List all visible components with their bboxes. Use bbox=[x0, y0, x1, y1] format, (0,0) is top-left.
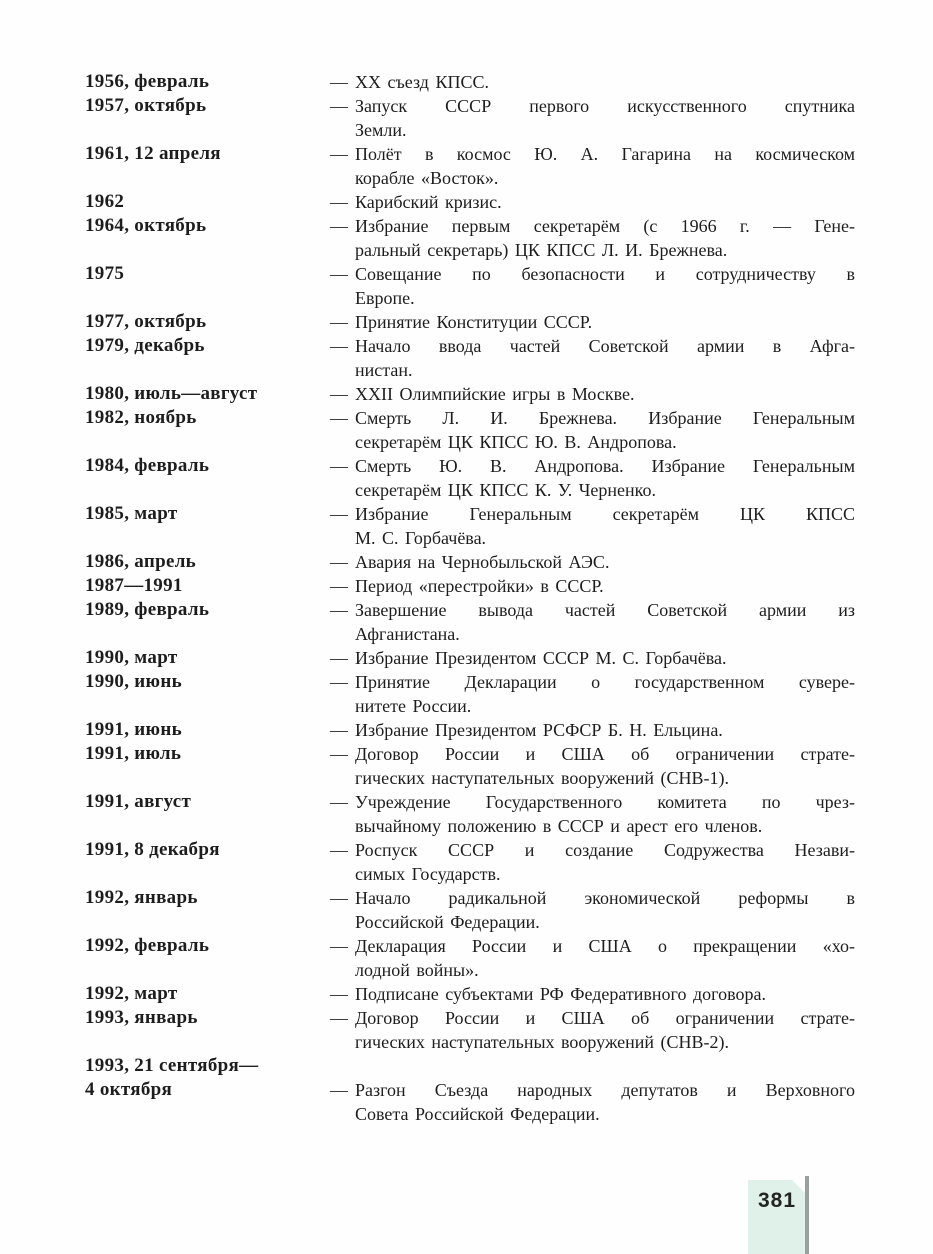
entry-date: 1990, март bbox=[85, 647, 178, 668]
entry-date: 1962 bbox=[85, 191, 125, 212]
em-dash-separator: — bbox=[330, 576, 348, 596]
event-line: Избрание Президентом РСФСР Б. Н. Ельцина. bbox=[355, 720, 723, 740]
em-dash-separator: — bbox=[330, 408, 348, 428]
entry-event bbox=[355, 574, 855, 598]
chronology-row bbox=[85, 646, 857, 670]
event-line: XX съезд КПСС. bbox=[355, 72, 489, 92]
em-dash-separator: — bbox=[330, 456, 348, 476]
event-line: секретарём ЦК КПСС К. У. Черненко. bbox=[355, 480, 656, 500]
event-line: Смерть Л. И. Брежнева. Избрание Генеральным bbox=[355, 408, 855, 428]
page-tab-corner bbox=[792, 1180, 806, 1194]
entry-event bbox=[355, 838, 855, 886]
entry-date: 1956, февраль bbox=[85, 71, 210, 92]
chronology-row bbox=[85, 94, 857, 142]
event-line: Завершение вывода частей Советской армии из bbox=[355, 600, 855, 620]
event-line: Принятие Конституции СССР. bbox=[355, 312, 593, 332]
entry-event bbox=[355, 1006, 855, 1054]
em-dash-separator: — bbox=[330, 144, 348, 164]
chronology-row bbox=[85, 190, 857, 214]
event-line: корабле «Восток». bbox=[355, 168, 499, 188]
entry-event bbox=[355, 214, 855, 262]
em-dash-separator: — bbox=[330, 264, 348, 284]
entry-date: 1975 bbox=[85, 263, 125, 284]
event-line: Подписане субъектами РФ Федеративного договора. bbox=[355, 984, 766, 1004]
entry-event bbox=[355, 310, 855, 334]
entry-date: 1984, февраль bbox=[85, 455, 210, 476]
event-line: Смерть Ю. В. Андропова. Избрание Генеральным bbox=[355, 456, 855, 476]
page-edge-line bbox=[805, 1176, 809, 1254]
event-line: Договор России и США об ограничении страте- bbox=[355, 1008, 855, 1028]
event-line: нистан. bbox=[355, 360, 413, 380]
entry-date: 1991, август bbox=[85, 791, 192, 812]
entry-date: 1993, январь bbox=[85, 1007, 198, 1028]
chronology-row bbox=[85, 550, 857, 574]
chronology-row bbox=[85, 142, 857, 190]
em-dash-separator: — bbox=[330, 840, 348, 860]
chronology-row bbox=[85, 1078, 857, 1126]
event-line: Земли. bbox=[355, 120, 407, 140]
chronology-row bbox=[85, 742, 857, 790]
chronology-row bbox=[85, 982, 857, 1006]
chronology-row bbox=[85, 598, 857, 646]
chronology-row bbox=[85, 934, 857, 982]
event-line: Период «перестройки» в СССР. bbox=[355, 576, 604, 596]
entry-event bbox=[355, 670, 855, 718]
event-line: лодной войны». bbox=[355, 960, 479, 980]
event-line: вычайному положению в СССР и арест его членов. bbox=[355, 816, 763, 836]
entry-date: 1992, март bbox=[85, 983, 178, 1004]
entry-date: 1991, июль bbox=[85, 743, 182, 764]
em-dash-separator: — bbox=[330, 192, 348, 212]
em-dash-separator: — bbox=[330, 984, 348, 1004]
event-line: Принятие Декларации о государственном сувере- bbox=[355, 672, 855, 692]
event-line: Учреждение Государственного комитета по чрез- bbox=[355, 792, 855, 812]
entry-date: 4 октября bbox=[85, 1079, 173, 1100]
event-line: Избрание Президентом СССР М. С. Горбачёва. bbox=[355, 648, 727, 668]
em-dash-separator: — bbox=[330, 552, 348, 572]
entry-event bbox=[355, 1078, 855, 1126]
entry-event bbox=[355, 550, 855, 574]
em-dash-separator: — bbox=[330, 72, 348, 92]
chronology-row bbox=[85, 574, 857, 598]
event-line: Российской Федерации. bbox=[355, 912, 540, 932]
event-line: ральный секретарь) ЦК КПСС Л. И. Брежнева. bbox=[355, 240, 728, 260]
entry-date: 1989, февраль bbox=[85, 599, 210, 620]
em-dash-separator: — bbox=[330, 600, 348, 620]
entry-date: 1979, декабрь bbox=[85, 335, 205, 356]
entry-date: 1980, июль—август bbox=[85, 383, 258, 404]
entry-date: 1987—1991 bbox=[85, 575, 183, 596]
entry-event bbox=[355, 382, 855, 406]
entry-event bbox=[355, 646, 855, 670]
entry-date: 1977, октябрь bbox=[85, 311, 207, 332]
em-dash-separator: — bbox=[330, 648, 348, 668]
em-dash-separator: — bbox=[330, 936, 348, 956]
em-dash-separator: — bbox=[330, 1080, 348, 1100]
event-line: Совета Российской Федерации. bbox=[355, 1104, 600, 1124]
entry-event bbox=[355, 790, 855, 838]
entry-date: 1957, октябрь bbox=[85, 95, 207, 116]
entry-event bbox=[355, 934, 855, 982]
entry-event bbox=[355, 190, 855, 214]
entry-event bbox=[355, 406, 855, 454]
entry-event bbox=[355, 502, 855, 550]
chronology-row bbox=[85, 670, 857, 718]
entry-date: 1993, 21 сентября— bbox=[85, 1055, 259, 1076]
event-line: М. С. Горбачёва. bbox=[355, 528, 487, 548]
em-dash-separator: — bbox=[330, 672, 348, 692]
chronology-row bbox=[85, 70, 857, 94]
entry-date: 1985, март bbox=[85, 503, 178, 524]
entry-event bbox=[355, 334, 855, 382]
entry-event bbox=[355, 70, 855, 94]
event-line: Европе. bbox=[355, 288, 415, 308]
entry-date: 1991, июнь bbox=[85, 719, 182, 740]
entry-date: 1992, январь bbox=[85, 887, 198, 908]
event-line: XXII Олимпийские игры в Москве. bbox=[355, 384, 635, 404]
event-line: нитете России. bbox=[355, 696, 472, 716]
event-line: Договор России и США об ограничении страте- bbox=[355, 744, 855, 764]
chronology-row bbox=[85, 214, 857, 262]
event-line: Декларация России и США о прекращении «хо- bbox=[355, 936, 855, 956]
chronology-row bbox=[85, 718, 857, 742]
em-dash-separator: — bbox=[330, 312, 348, 332]
entry-event bbox=[355, 718, 855, 742]
chronology-row bbox=[85, 406, 857, 454]
event-line: Запуск СССР первого искусственного спутника bbox=[355, 96, 855, 116]
chronology-list bbox=[85, 70, 857, 1126]
chronology-row bbox=[85, 790, 857, 838]
chronology-row bbox=[85, 454, 857, 502]
entry-event bbox=[355, 142, 855, 190]
em-dash-separator: — bbox=[330, 720, 348, 740]
entry-date: 1990, июнь bbox=[85, 671, 182, 692]
em-dash-separator: — bbox=[330, 384, 348, 404]
entry-date: 1964, октябрь bbox=[85, 215, 207, 236]
entry-date: 1991, 8 декабря bbox=[85, 839, 220, 860]
chronology-row bbox=[85, 1054, 857, 1078]
chronology-row bbox=[85, 262, 857, 310]
event-line: Избрание первым секретарём (с 1966 г. — Гене- bbox=[355, 216, 855, 236]
entry-event bbox=[355, 598, 855, 646]
entry-date: 1992, февраль bbox=[85, 935, 210, 956]
em-dash-separator: — bbox=[330, 792, 348, 812]
event-line: гических наступательных вооружений (СНВ-1). bbox=[355, 768, 730, 788]
entry-date: 1961, 12 апреля bbox=[85, 143, 221, 164]
chronology-row bbox=[85, 382, 857, 406]
entry-event bbox=[355, 886, 855, 934]
event-line: Начало радикальной экономической реформы в bbox=[355, 888, 855, 908]
entry-date: 1982, ноябрь bbox=[85, 407, 197, 428]
chronology-row bbox=[85, 502, 857, 550]
em-dash-separator: — bbox=[330, 336, 348, 356]
page-number: 381 bbox=[757, 1189, 797, 1212]
entry-event bbox=[355, 742, 855, 790]
entry-event bbox=[355, 454, 855, 502]
event-line: Разгон Съезда народных депутатов и Верховного bbox=[355, 1080, 855, 1100]
chronology-row bbox=[85, 886, 857, 934]
em-dash-separator: — bbox=[330, 216, 348, 236]
em-dash-separator: — bbox=[330, 744, 348, 764]
event-line: симых Государств. bbox=[355, 864, 501, 884]
chronology-row bbox=[85, 1006, 857, 1054]
chronology-row bbox=[85, 310, 857, 334]
event-line: Авария на Чернобыльской АЭС. bbox=[355, 552, 610, 572]
event-line: секретарём ЦК КПСС Ю. В. Андропова. bbox=[355, 432, 677, 452]
chronology-row bbox=[85, 838, 857, 886]
event-line: гических наступательных вооружений (СНВ-2). bbox=[355, 1032, 730, 1052]
event-line: Начало ввода частей Советской армии в Афга- bbox=[355, 336, 855, 356]
event-line: Карибский кризис. bbox=[355, 192, 502, 212]
event-line: Полёт в космос Ю. А. Гагарина на космическом bbox=[355, 144, 855, 164]
entry-date: 1986, апрель bbox=[85, 551, 197, 572]
entry-event bbox=[355, 94, 855, 142]
em-dash-separator: — bbox=[330, 504, 348, 524]
em-dash-separator: — bbox=[330, 96, 348, 116]
event-line: Роспуск СССР и создание Содружества Незави- bbox=[355, 840, 855, 860]
entry-event bbox=[355, 982, 855, 1006]
event-line: Афганистана. bbox=[355, 624, 460, 644]
em-dash-separator: — bbox=[330, 888, 348, 908]
event-line: Избрание Генеральным секретарём ЦК КПСС bbox=[355, 504, 855, 524]
page-number-tab bbox=[748, 1180, 806, 1254]
chronology-row bbox=[85, 334, 857, 382]
em-dash-separator: — bbox=[330, 1008, 348, 1028]
entry-event bbox=[355, 262, 855, 310]
event-line: Совещание по безопасности и сотрудничеству в bbox=[355, 264, 855, 284]
